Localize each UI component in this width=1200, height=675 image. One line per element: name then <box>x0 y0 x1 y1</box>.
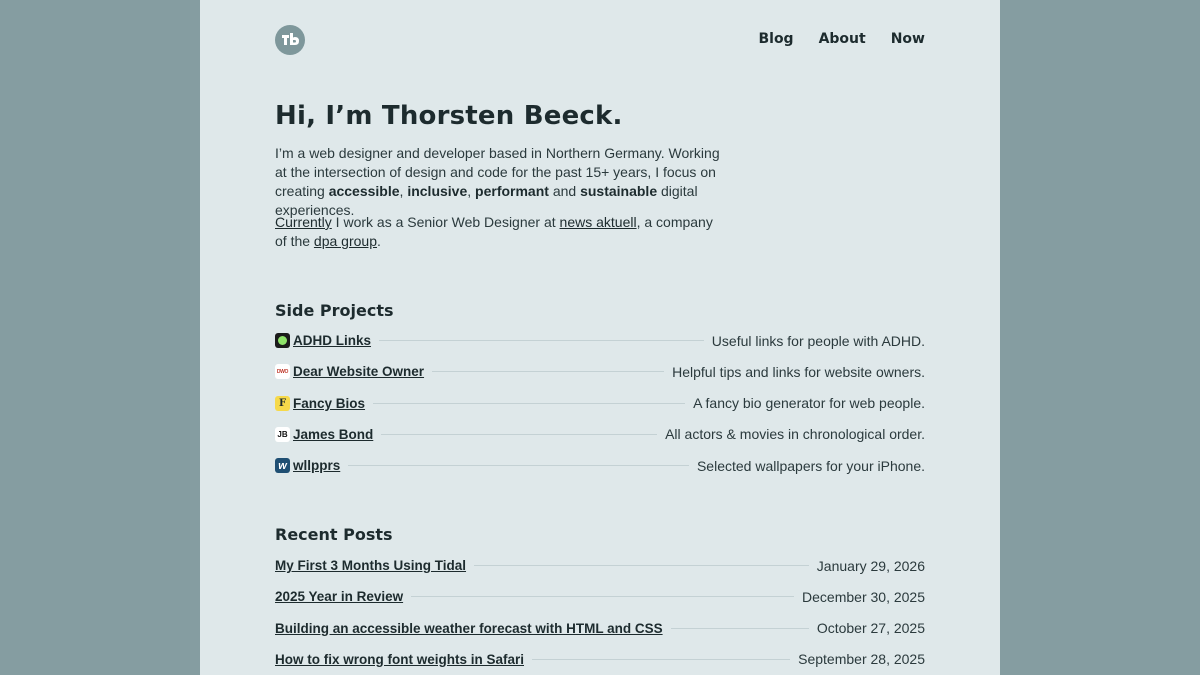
side-projects-list <box>275 325 925 481</box>
page-title: Hi, I’m Thorsten Beeck. <box>275 101 623 131</box>
side-projects-heading: Side Projects <box>275 301 394 320</box>
post-date: December 30, 2025 <box>802 588 925 605</box>
intro-end: digital experiences. <box>275 183 698 218</box>
intro-bold-performant: performant <box>475 183 549 199</box>
list-item <box>275 644 925 675</box>
divider <box>381 434 657 435</box>
currently-link[interactable]: Currently <box>275 214 332 230</box>
divider <box>379 340 704 341</box>
dwo-icon: DWO <box>275 364 290 379</box>
james-bond-icon: JB <box>275 427 290 442</box>
page <box>200 0 1000 675</box>
project-link-fancy-bios[interactable]: Fancy Bios <box>293 395 366 411</box>
nav-blog[interactable]: Blog <box>758 31 794 47</box>
post-link[interactable]: Building an accessible weather forecast with HTML and CSS <box>275 620 663 636</box>
project-description: All actors & movies in chronological order. <box>665 426 925 443</box>
project-link-dear-website-owner[interactable]: Dear Website Owner <box>293 364 425 380</box>
wllpprs-icon: w <box>275 458 290 473</box>
list-item <box>275 419 925 450</box>
post-date: January 29, 2026 <box>816 557 925 574</box>
intro-paragraph <box>275 144 725 220</box>
list-item <box>275 550 925 581</box>
list-item <box>275 325 925 356</box>
current-text: . <box>376 233 381 249</box>
nav-now[interactable]: Now <box>890 31 925 47</box>
divider <box>474 565 809 566</box>
content <box>275 0 925 668</box>
list-item <box>275 581 925 612</box>
nav-about[interactable]: About <box>818 31 866 47</box>
divider <box>411 596 794 597</box>
recent-posts-list <box>275 550 925 675</box>
dpa-group-link[interactable]: dpa group <box>313 233 377 249</box>
project-description: A fancy bio generator for web people. <box>693 395 925 412</box>
intro-bold-inclusive: inclusive <box>407 183 468 199</box>
current-text: , a company of the <box>275 214 713 249</box>
list-item <box>275 613 925 644</box>
intro-sep: and <box>548 183 581 199</box>
intro-sep: , <box>399 183 408 199</box>
intro-text: I’m a web designer and developer based in Northern Germany. Working at the intersection of design and code for the past 15+ years, I focus on creating <box>275 145 720 199</box>
divider <box>373 403 685 404</box>
divider <box>432 371 664 372</box>
divider <box>532 659 790 660</box>
list-item <box>275 356 925 387</box>
current-job-paragraph <box>275 213 725 251</box>
post-date: September 28, 2025 <box>798 651 925 668</box>
intro-sep: , <box>467 183 476 199</box>
site-logo[interactable] <box>275 25 305 55</box>
project-description: Helpful tips and links for website owners. <box>672 363 925 380</box>
post-date: October 27, 2025 <box>816 620 925 637</box>
tb-logo-icon <box>279 32 301 48</box>
recent-posts-heading: Recent Posts <box>275 525 393 544</box>
intro-bold-accessible: accessible <box>328 183 400 199</box>
employer-link[interactable]: news aktuell <box>559 214 637 230</box>
list-item <box>275 388 925 419</box>
post-link[interactable]: How to fix wrong font weights in Safari <box>275 651 524 667</box>
project-description: Useful links for people with ADHD. <box>711 332 925 349</box>
main-nav <box>758 31 925 47</box>
post-link[interactable]: My First 3 Months Using Tidal <box>275 558 467 574</box>
adhd-links-icon <box>275 333 290 348</box>
post-link[interactable]: 2025 Year in Review <box>275 589 404 605</box>
project-description: Selected wallpapers for your iPhone. <box>696 457 925 474</box>
list-item <box>275 450 925 481</box>
divider <box>348 465 689 466</box>
fancy-bios-icon: F <box>275 396 290 411</box>
divider <box>671 628 809 629</box>
current-text: I work as a Senior Web Designer at <box>331 214 560 230</box>
project-link-adhd-links[interactable]: ADHD Links <box>293 333 372 349</box>
project-link-wllpprs[interactable]: wllpprs <box>293 458 341 474</box>
intro-bold-sustainable: sustainable <box>580 183 658 199</box>
project-link-james-bond[interactable]: James Bond <box>293 426 374 442</box>
site-header <box>275 0 925 80</box>
